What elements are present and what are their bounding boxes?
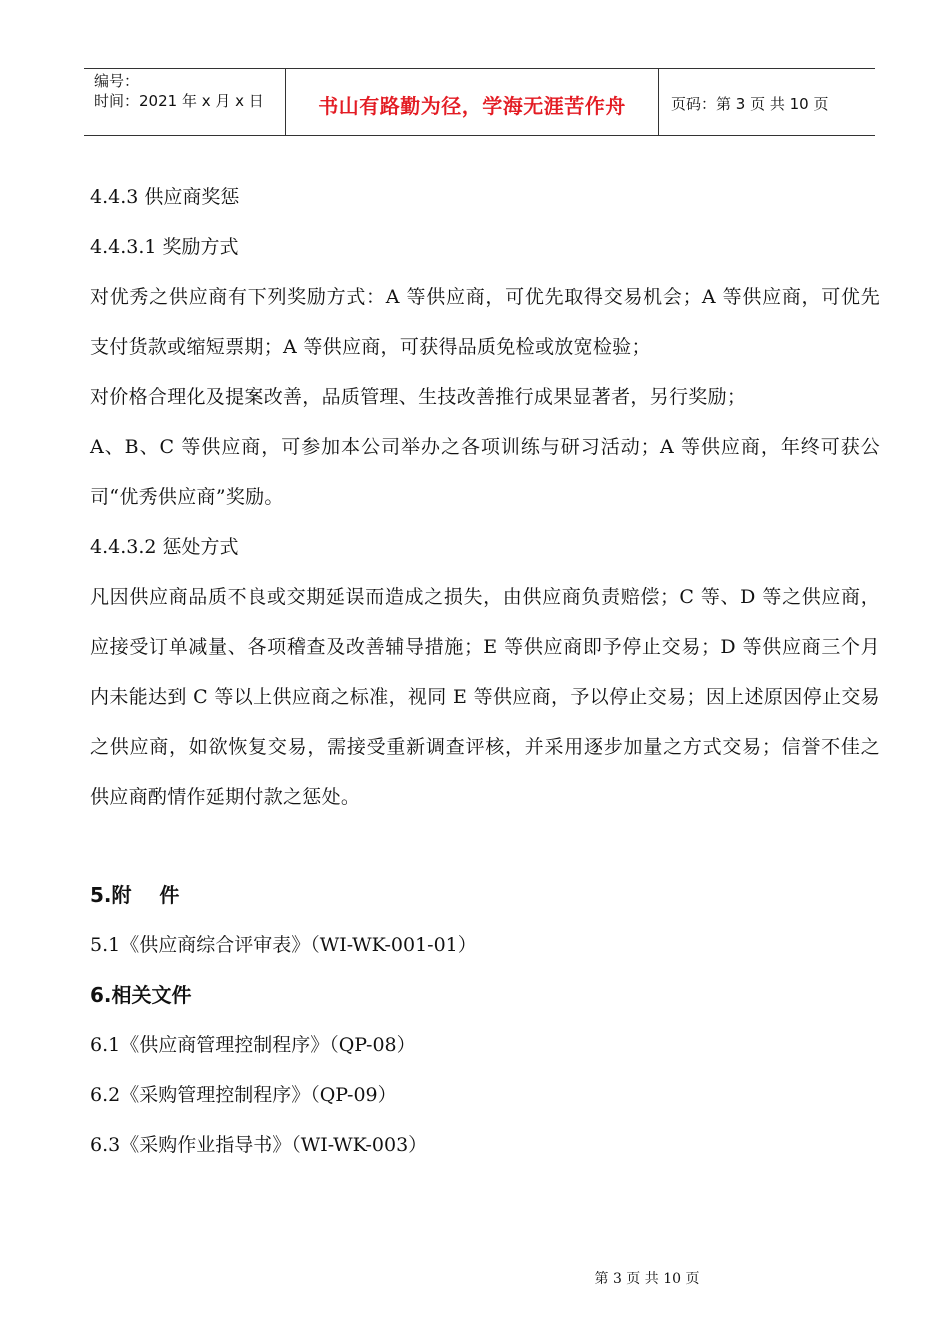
document-body [90,172,880,1170]
reward-paragraph-3: A、B、C 等供应商，可参加本公司举办之各项训练与研习活动；A 等供应商，年终可获公司“优秀供应商”奖励。 [90,436,880,508]
section-spacer [90,822,880,870]
related-doc-6-1: 6.1《供应商管理控制程序》（QP-08） [90,1034,416,1056]
related-doc-6-2: 6.2《采购管理控制程序》（QP-09） [90,1084,397,1106]
doc-date-label: 时间：2021 年 x 月 x 日 [94,92,264,110]
header-page-number: 页码：第 3 页 共 10 页 [671,94,829,113]
header-meta-cell [84,69,286,135]
section-heading-4-4-3: 4.4.3 供应商奖惩 [90,186,240,208]
header-motto: 书山有路勤为径，学海无涯苦作舟 [286,69,659,135]
document-header [84,68,875,136]
section-heading-6: 6.相关文件 [90,983,192,1007]
doc-number-label: 编号： [94,72,140,90]
attachment-item-5-1: 5.1《供应商综合评审表》（WI-WK-001-01） [90,934,477,956]
related-doc-6-3: 6.3《采购作业指导书》（WI-WK-003） [90,1134,428,1156]
section-heading-4-4-3-2: 4.4.3.2 惩处方式 [90,536,239,558]
section-heading-4-4-3-1: 4.4.3.1 奖励方式 [90,236,239,258]
reward-paragraph: 对优秀之供应商有下列奖励方式：A 等供应商，可优先取得交易机会；A 等供应商，可优先支付货款或缩短票期；A 等供应商，可获得品质免检或放宽检验； [90,286,880,358]
penalty-paragraph: 凡因供应商品质不良或交期延误而造成之损失，由供应商负责赔偿；C 等、D 等之供应商，应接受订单减量、各项稽查及改善辅导措施；E 等供应商即予停止交易；D 等供应商三个月内未能达到 C 等以上供应商之标准，视同 E 等供应商，予以停止交易；因上述原因停止交易之供应商，如欲恢复交易，需接受重新调查评核，并采用逐步加量之方式交易；信誉不佳之供应商酌情作延期付款之惩处。 [90,586,880,808]
reward-paragraph-2: 对价格合理化及提案改善，品质管理、生技改善推行成果显著者，另行奖励； [90,386,747,408]
section-heading-5: 5.附 件 [90,883,180,907]
page-footer: 第 3 页 共 10 页 [594,1271,700,1287]
